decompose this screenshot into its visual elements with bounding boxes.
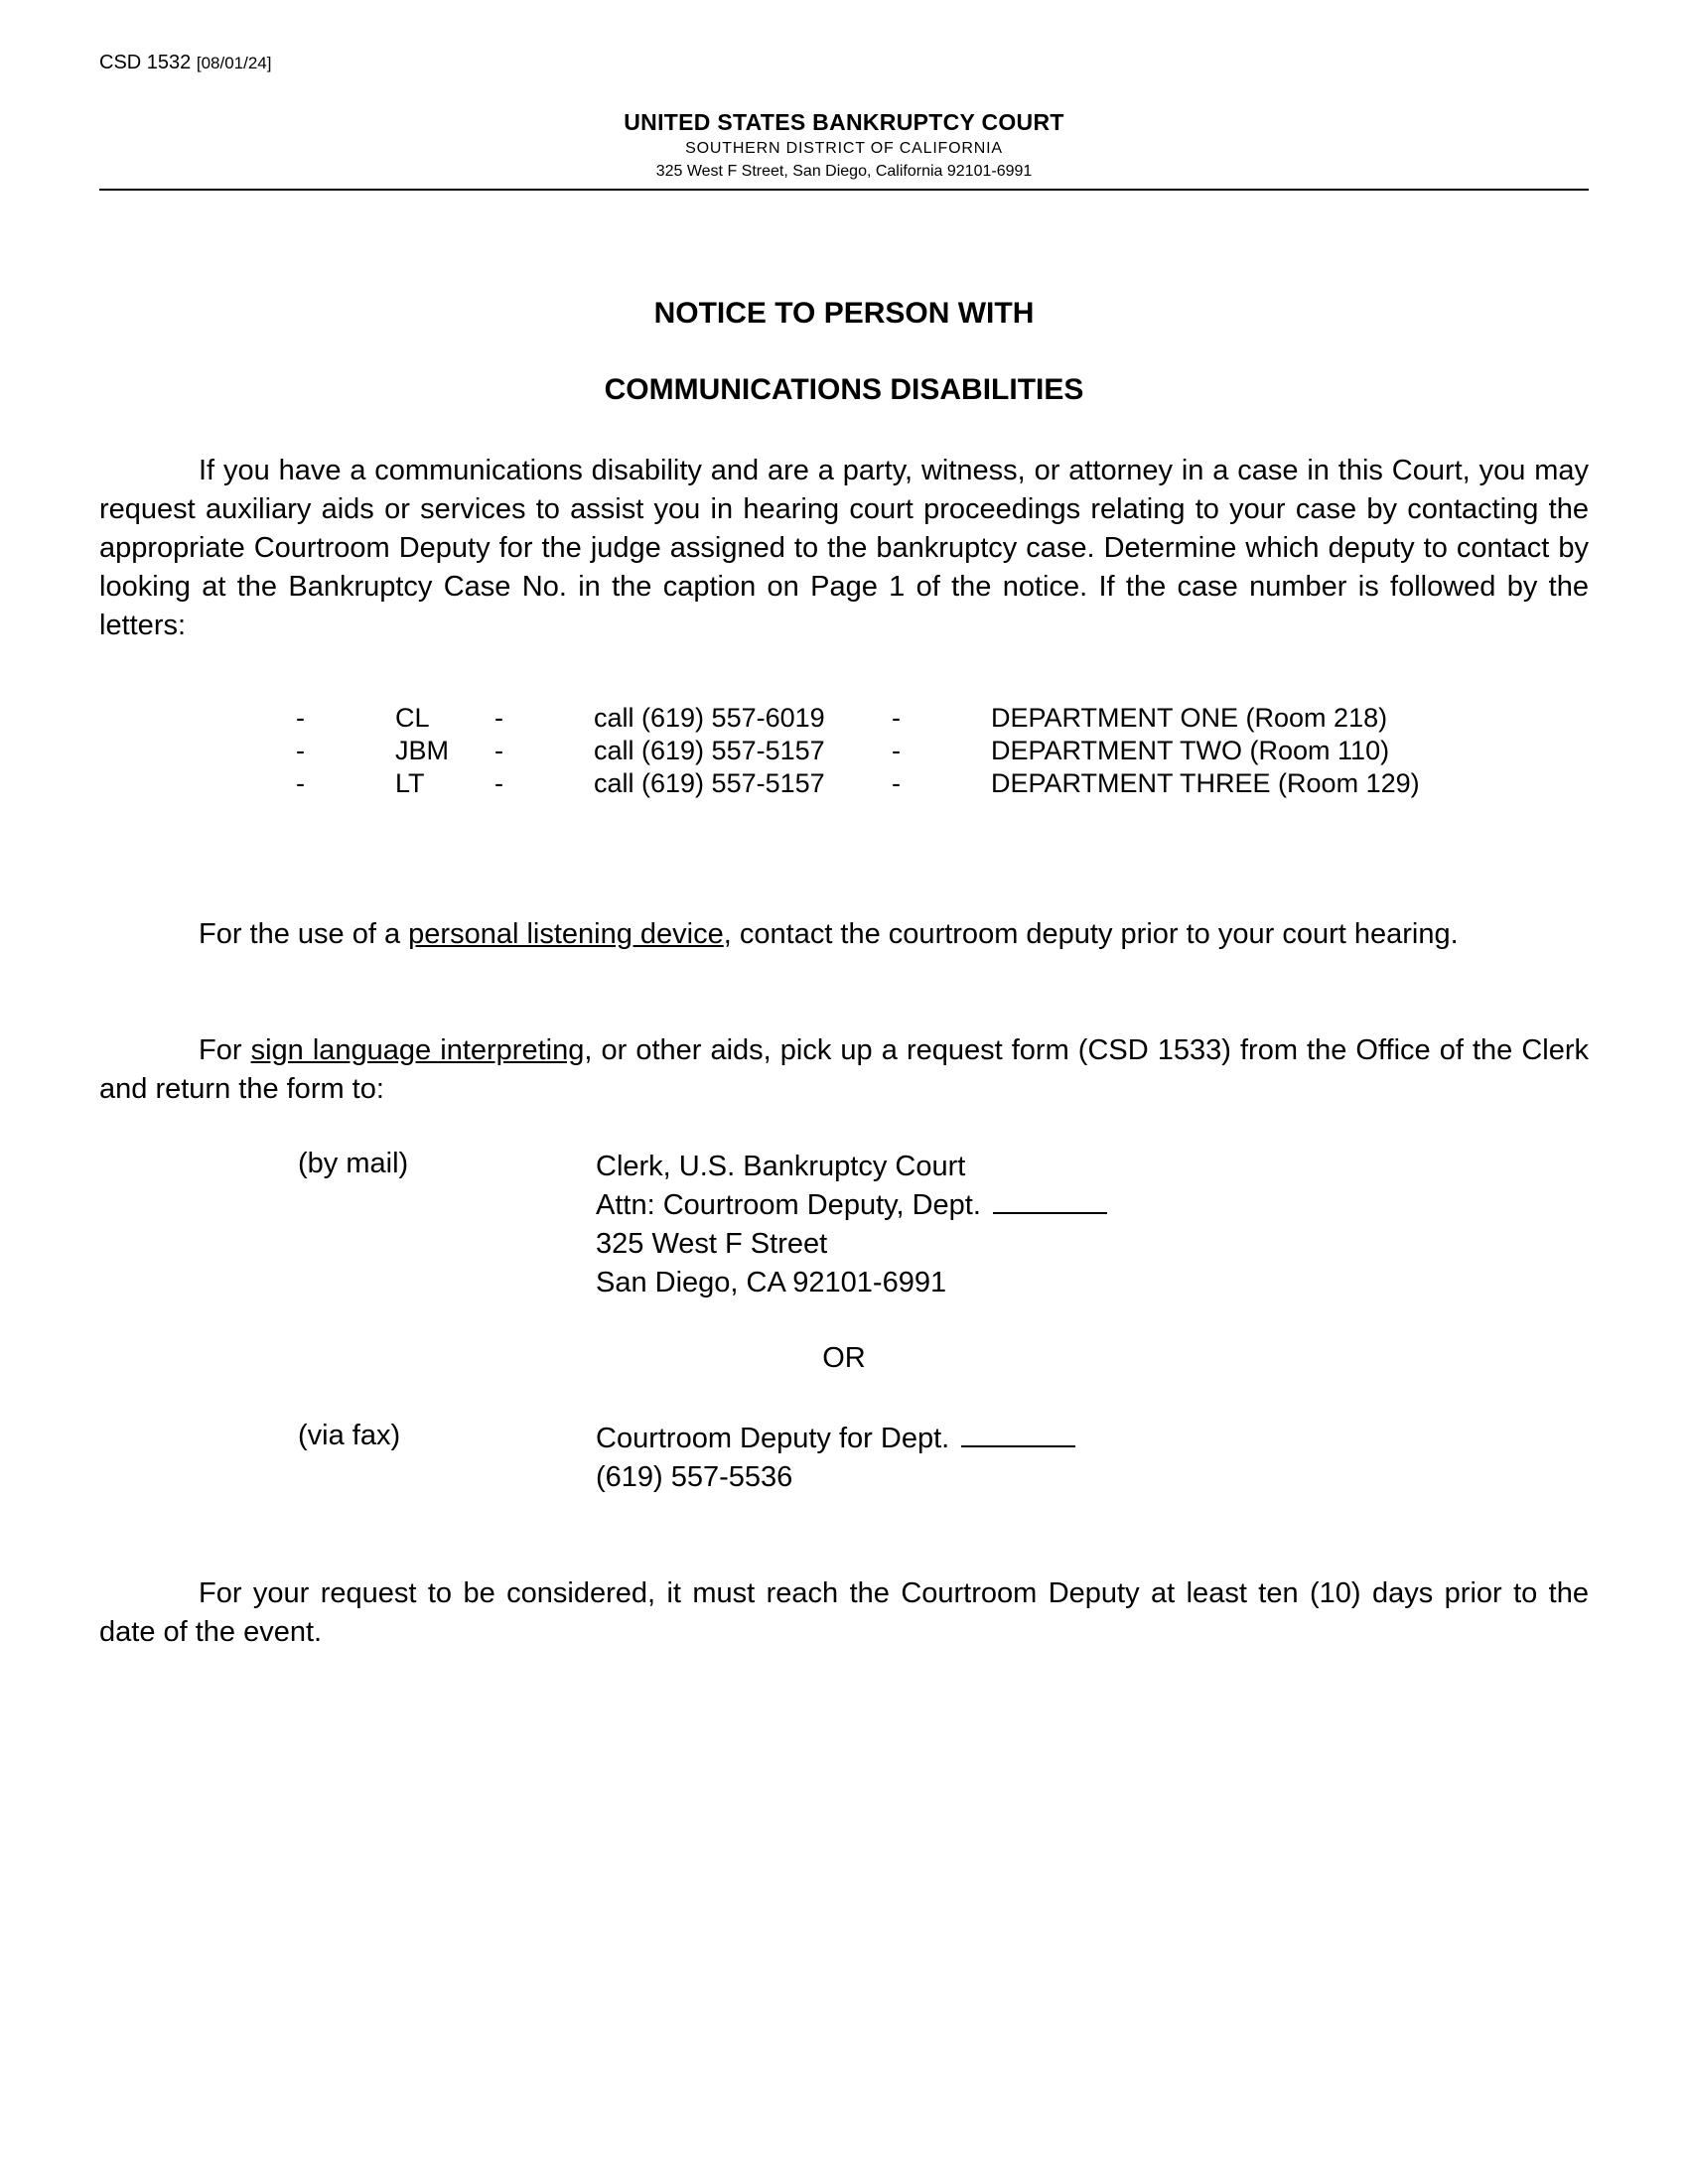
deputy-phone: call (619) 557-6019	[594, 703, 825, 733]
form-id	[99, 52, 271, 74]
sign-language-paragraph	[99, 1031, 1589, 1109]
court-name: UNITED STATES BANKRUPTCY COURT	[624, 109, 1064, 135]
judge-code: CL	[395, 703, 430, 733]
listening-device-suffix: , contact the courtroom deputy prior to your court hearing.	[723, 918, 1459, 950]
judge-code: LT	[395, 768, 425, 798]
fax-number: (619) 557-5536	[596, 1461, 793, 1493]
court-district: SOUTHERN DISTRICT OF CALIFORNIA	[685, 140, 1003, 157]
notice-title-line1: NOTICE TO PERSON WITH	[653, 297, 1035, 330]
fax-address	[596, 1420, 1075, 1497]
judge-code: JBM	[395, 736, 449, 765]
row-dash: -	[296, 768, 305, 798]
mail-line-1: Clerk, U.S. Bankruptcy Court	[596, 1151, 966, 1182]
mail-line-3: 325 West F Street	[596, 1228, 828, 1260]
deputy-phone: call (619) 557-5157	[594, 736, 825, 765]
mail-line-2: Attn: Courtroom Deputy, Dept.	[596, 1186, 1107, 1225]
row-dash: -	[892, 768, 901, 798]
department-name: DEPARTMENT THREE (Room 129)	[991, 768, 1420, 798]
form-revision: [08/01/24]	[196, 54, 272, 72]
row-dash: -	[892, 736, 901, 765]
header-divider	[99, 189, 1589, 191]
mail-label: (by mail)	[298, 1148, 409, 1179]
fax-label: (via fax)	[298, 1420, 401, 1451]
department-row	[0, 768, 1688, 801]
intro-paragraph: If you have a communications disability and are a party, witness, or attorney in a case in this Court, you may request auxiliary aids or services to assist you in hearing court proceedings relating to your case by contacting the appropriate Courtroom Deputy for the judge assigned to the bankruptcy case. Determine which deputy to contact by looking at the Bankruptcy Case No. in the caption on Page 1 of the notice. If the case number is followed by the letters:	[99, 455, 1589, 641]
court-address: 325 West F Street, San Diego, California 92101-6991	[655, 163, 1033, 180]
department-row	[0, 736, 1688, 768]
personal-listening-device-term: personal listening device	[408, 918, 724, 950]
notice-title-line2: COMMUNICATIONS DISABILITIES	[604, 373, 1084, 406]
or-separator: OR	[822, 1342, 866, 1374]
listening-device-prefix: For the use of a	[199, 918, 409, 950]
row-dash: -	[494, 768, 503, 798]
department-name: DEPARTMENT TWO (Room 110)	[991, 736, 1390, 765]
dept-blank[interactable]	[993, 1186, 1107, 1214]
sign-language-suffix: , or other aids, pick up a request form (CSD 1533) from the Office of the Clerk and return the form to:	[99, 1034, 1590, 1105]
closing-paragraph: For your request to be considered, it must reach the Courtroom Deputy at least ten (10) days prior to the date of the event.	[99, 1577, 1589, 1648]
department-row	[0, 703, 1688, 736]
row-dash: -	[296, 736, 305, 765]
sign-language-prefix: For	[199, 1034, 251, 1066]
listening-device-paragraph	[199, 915, 1529, 954]
form-number: CSD 1532	[99, 52, 192, 73]
row-dash: -	[892, 703, 901, 733]
mail-line-4: San Diego, CA 92101-6991	[596, 1267, 947, 1298]
mail-address	[596, 1148, 1107, 1302]
department-list	[0, 703, 1688, 801]
row-dash: -	[494, 703, 503, 733]
deputy-phone: call (619) 557-5157	[594, 768, 825, 798]
department-name: DEPARTMENT ONE (Room 218)	[991, 703, 1388, 733]
fax-line-1: Courtroom Deputy for Dept.	[596, 1420, 1075, 1458]
dept-blank[interactable]	[961, 1420, 1075, 1447]
sign-language-term: sign language interpreting	[250, 1034, 585, 1066]
row-dash: -	[494, 736, 503, 765]
row-dash: -	[296, 703, 305, 733]
